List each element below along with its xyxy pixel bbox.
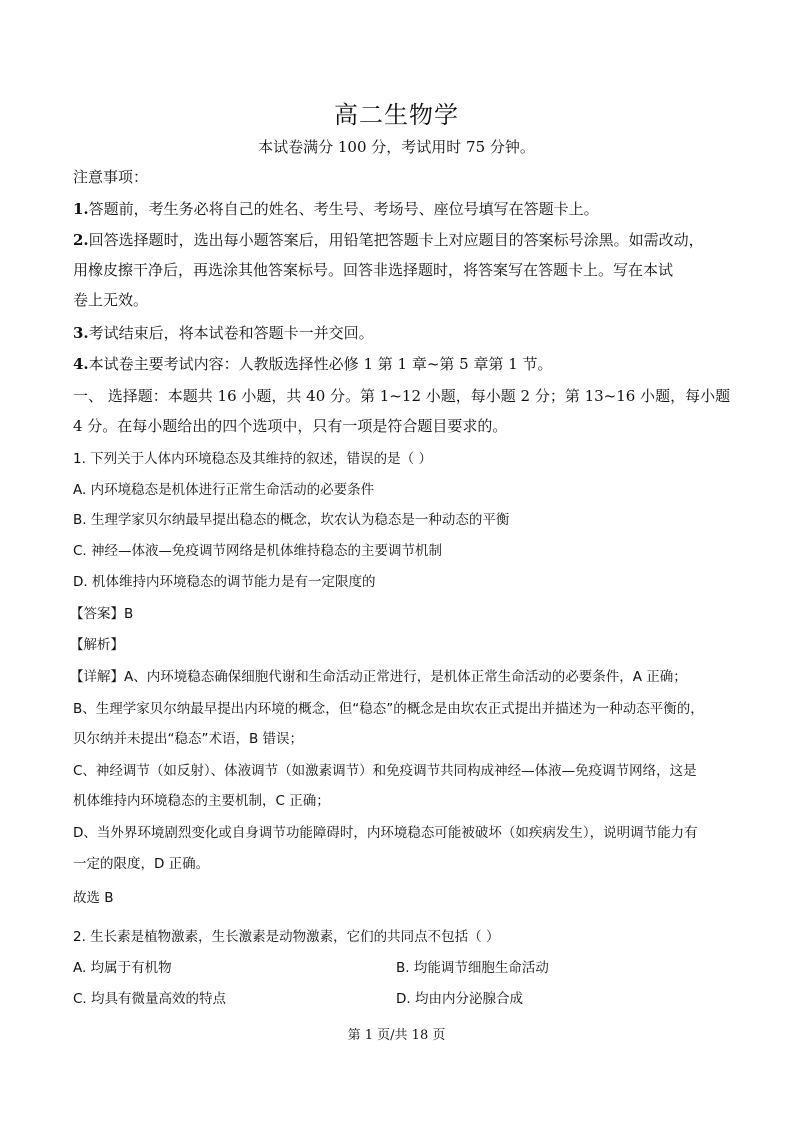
question-2-option-a: A. 均属于有机物: [73, 960, 172, 976]
question-2-option-d: D. 均由内分泌腺合成: [396, 991, 523, 1007]
notice-heading: 注意事项：: [73, 168, 149, 186]
notice-2-line-2: 用橡皮擦干净后，再选涂其他答案标号。回答非选择题时，将答案写在答题卡上。写在本试: [73, 261, 674, 279]
answer-label: 【答案】B: [70, 606, 134, 622]
section-1-line-2: 4 分。在每小题给出的四个选项中，只有一项是符合题目要求的。: [73, 417, 508, 435]
detail-line-5: 机体维持内环境稳态的主要机制，C 正确；: [73, 793, 330, 809]
notice-number: 2.: [73, 231, 89, 249]
notice-2-line-3: 卷上无效。: [73, 291, 149, 309]
notice-text: 考试结束后，将本试卷和答题卡一并交回。: [88, 324, 374, 342]
notice-text: 答题前，考生务必将自己的姓名、考生号、考场号、座位号填写在答题卡上。: [88, 200, 599, 218]
question-2-stem: 2. 生长素是植物激素，生长激素是动物激素，它们的共同点不包括（ ）: [73, 929, 500, 945]
detail-line-3: 贝尔纳并未提出“稳态”术语，B 错误；: [73, 731, 304, 747]
question-1-option-b: B. 生理学家贝尔纳最早提出稳态的概念，坎农认为稳态是一种动态的平衡: [73, 512, 510, 528]
detail-line-6: D、当外界环境剧烈变化或自身调节功能障碍时，内环境稳态可能被破坏（如疾病发生），说明调节能力有: [73, 825, 698, 841]
detail-line-7: 一定的限度，D 正确。: [73, 856, 210, 872]
question-1-option-c: C. 神经—体液—免疫调节网络是机体维持稳态的主要调节机制: [73, 543, 443, 559]
detail-line-2: B、生理学家贝尔纳最早提出内环境的概念，但“稳态”的概念是由坎农正式提出并描述为一种动态平衡的，: [73, 701, 704, 717]
notice-number: 1.: [73, 200, 89, 218]
question-1-option-d: D. 机体维持内环境稳态的调节能力是有一定限度的: [73, 574, 376, 590]
notice-number: 3.: [73, 324, 89, 342]
analysis-label: 【解析】: [70, 637, 124, 653]
question-1-stem: 1. 下列关于人体内环境稳态及其维持的叙述，错误的是（ ）: [73, 451, 432, 467]
notice-text: 回答选择题时，选出每小题答案后，用铅笔把答题卡上对应题目的答案标号涂黑。如需改动，: [88, 231, 704, 249]
notice-3: [73, 323, 374, 343]
page-title: 高二生物学: [334, 101, 459, 129]
detail-line-1: 【详解】A、内环境稳态确保细胞代谢和生命活动正常进行，是机体正常生命活动的必要条件，A 正确；: [70, 669, 687, 685]
detail-line-4: C、神经调节（如反射）、体液调节（如激素调节）和免疫调节共同构成神经—体液—免疫调节网络，这是: [73, 763, 697, 779]
notice-2-line-1: [73, 230, 704, 250]
notice-number: 4.: [73, 355, 89, 373]
exam-subtitle: 本试卷满分 100 分，考试用时 75 分钟。: [258, 138, 535, 156]
notice-1: [73, 199, 599, 219]
page-footer: 第 1 页/共 18 页: [347, 1028, 446, 1043]
section-1-line-1: 一、 选择题：本题共 16 小题，共 40 分。第 1~12 小题，每小题 2 分；第 13~16 小题，每小题: [73, 387, 731, 405]
notice-4: [73, 354, 553, 374]
conclusion: 故选 B: [73, 890, 114, 906]
notice-text: 本试卷主要考试内容：人教版选择性必修 1 第 1 章~第 5 章第 1 节。: [88, 355, 553, 373]
question-2-option-c: C. 均具有微量高效的特点: [73, 991, 227, 1007]
question-1-option-a: A. 内环境稳态是机体进行正常生命活动的必要条件: [73, 482, 375, 498]
question-2-option-b: B. 均能调节细胞生命活动: [396, 960, 549, 976]
